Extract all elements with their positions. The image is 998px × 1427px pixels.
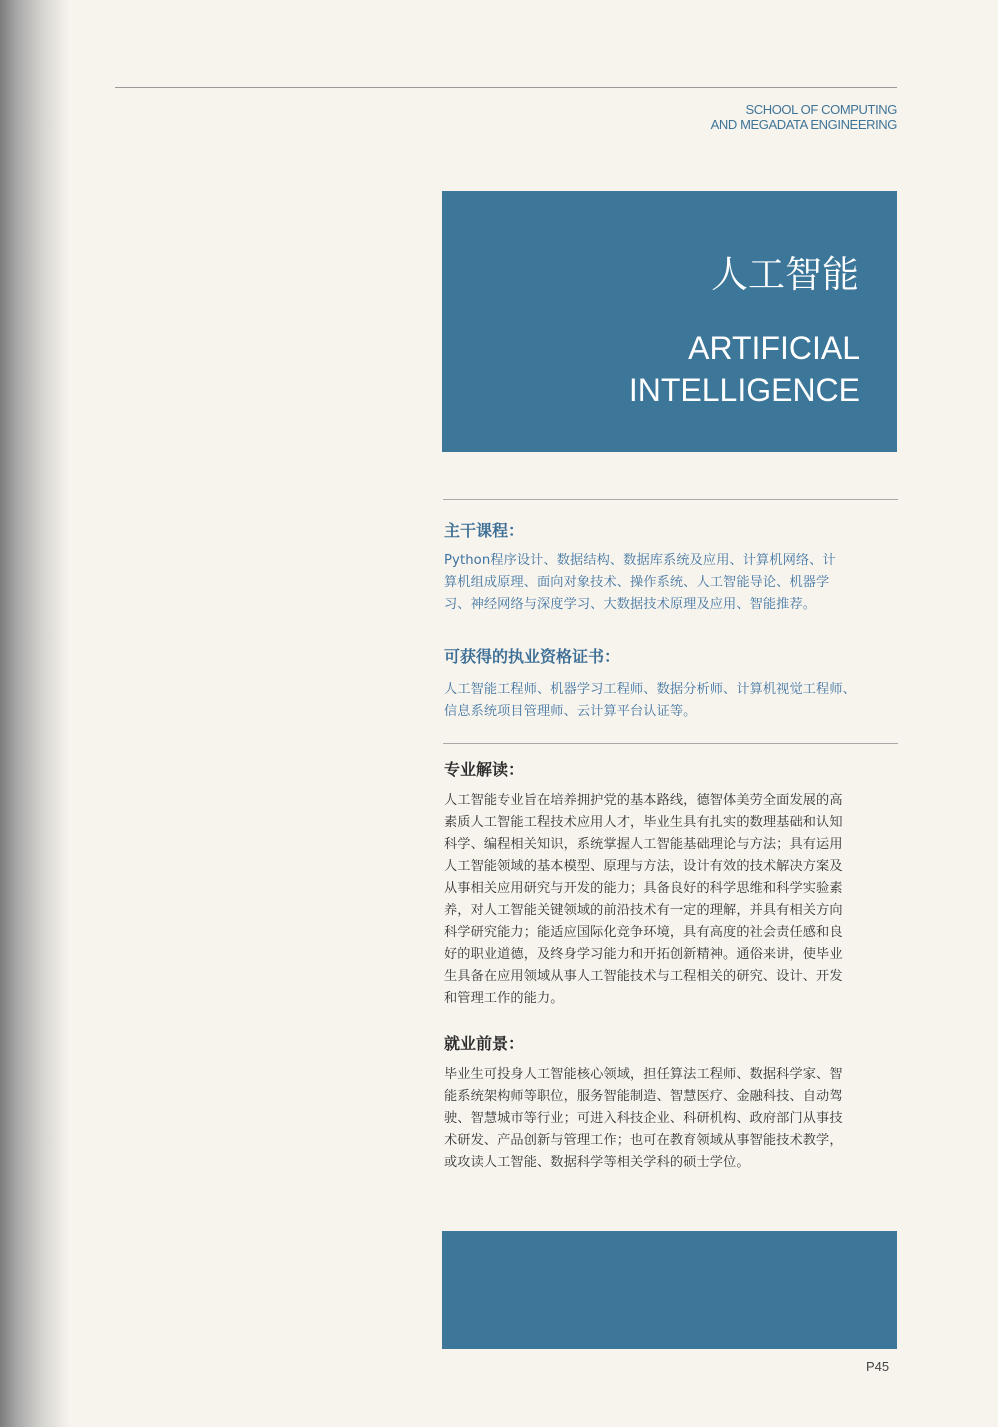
page-binding-shadow <box>0 0 70 1427</box>
interpretation-line: 养，对人工智能关键领域的前沿技术有一定的理解，并具有相关方向 <box>444 903 843 918</box>
courses-text <box>444 550 899 616</box>
prospects-heading: 就业前景： <box>444 1034 525 1053</box>
prospects-line: 能系统架构师等职位，服务智能制造、智慧医疗、金融科技、自动驾 <box>444 1089 843 1104</box>
interpretation-text <box>444 790 899 1010</box>
major-title-en-line2: INTELLIGENCE <box>628 372 860 408</box>
prospects-line: 或攻读人工智能、数据科学等相关学科的硕士学位。 <box>444 1155 750 1170</box>
interpretation-line: 人工智能专业旨在培养拥护党的基本路线，德智体美劳全面发展的高 <box>444 793 843 808</box>
courses-line: 习、神经网络与深度学习、大数据技术原理及应用、智能推荐。 <box>444 597 817 612</box>
bottom-decor-block <box>442 1231 897 1349</box>
interpretation-line: 科学研究能力；能适应国际化竞争环境，具有高度的社会责任感和良 <box>444 925 843 940</box>
major-title-banner <box>442 191 897 452</box>
major-title-en-line1: ARTIFICIAL <box>688 330 860 366</box>
major-title-en <box>629 327 860 411</box>
prospects-line: 毕业生可投身人工智能核心领域，担任算法工程师、数据科学家、智 <box>444 1067 843 1082</box>
certificates-line: 人工智能工程师、机器学习工程师、数据分析师、计算机视觉工程师、 <box>444 682 856 697</box>
interpretation-line: 科学、编程相关知识，系统掌握人工智能基础理论与方法；具有运用 <box>444 837 843 852</box>
certificates-line: 信息系统项目管理师、云计算平台认证等。 <box>444 704 697 719</box>
interpretation-line: 从事相关应用研究与开发的能力；具备良好的科学思维和科学实验素 <box>444 881 843 896</box>
section-divider-top <box>443 499 898 500</box>
courses-line: Python程序设计、数据结构、数据库系统及应用、计算机网络、计 <box>444 553 836 568</box>
interpretation-line: 和管理工作的能力。 <box>444 991 564 1006</box>
courses-heading: 主干课程： <box>444 521 525 540</box>
interpretation-line: 生具备在应用领域从事人工智能技术与工程相关的研究、设计、开发 <box>444 969 843 984</box>
prospects-line: 术研发、产品创新与管理工作；也可在教育领域从事智能技术教学， <box>444 1133 843 1148</box>
interpretation-line: 素质人工智能工程技术应用人才，毕业生具有扎实的数理基础和认知 <box>444 815 843 830</box>
interpretation-line: 好的职业道德，及终身学习能力和开拓创新精神。通俗来讲，使毕业 <box>444 947 843 962</box>
major-title-cn: 人工智能 <box>711 253 859 296</box>
interpretation-heading: 专业解读： <box>444 760 525 779</box>
courses-line: 算机组成原理、面向对象技术、操作系统、人工智能导论、机器学 <box>444 575 830 590</box>
certificates-heading: 可获得的执业资格证书： <box>444 647 621 666</box>
top-divider <box>115 87 897 88</box>
certificates-text <box>444 679 899 723</box>
school-name-line2: AND MEGADATA ENGINEERING <box>710 117 897 132</box>
prospects-text <box>444 1064 899 1174</box>
section-divider-middle <box>443 743 898 744</box>
page-number: P45 <box>866 1359 890 1374</box>
school-name <box>597 102 897 132</box>
school-name-line1: SCHOOL OF COMPUTING <box>745 102 897 117</box>
interpretation-line: 人工智能领域的基本模型、原理与方法，设计有效的技术解决方案及 <box>444 859 843 874</box>
prospects-line: 驶、智慧城市等行业；可进入科技企业、科研机构、政府部门从事技 <box>444 1111 843 1126</box>
